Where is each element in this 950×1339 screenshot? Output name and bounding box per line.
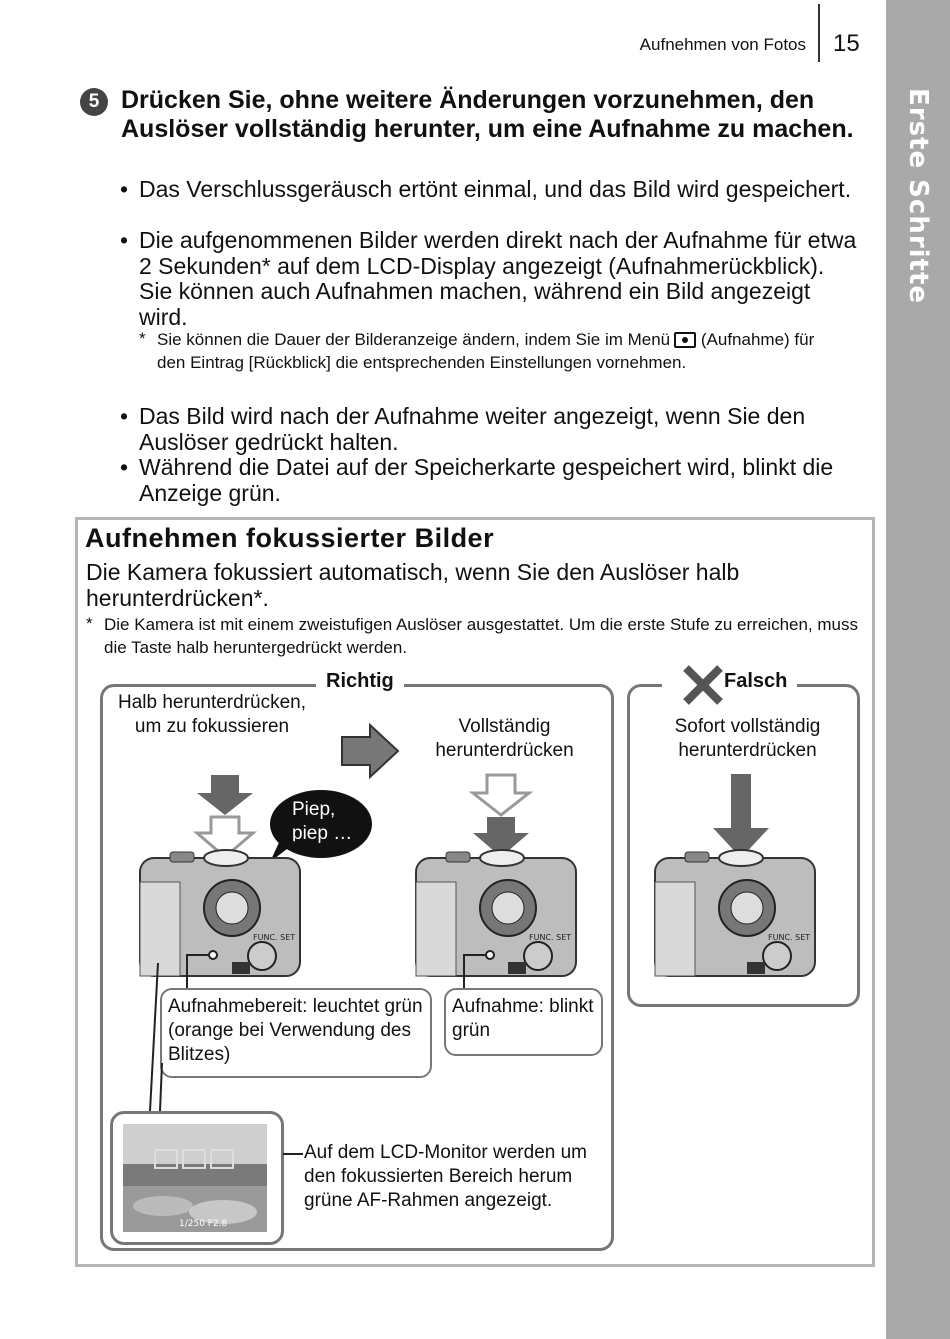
step-heading: Drücken Sie, ohne weitere Änderungen vorzunehmen, den Auslöser vollständig herunter, um eine Aufnahme zu machen. [121,86,854,143]
correct-label: Richtig [316,670,404,693]
beep-text: Piep, piep … [292,799,353,844]
camera-half-press-icon [140,852,310,976]
bullet-hold-shutter: • Das Bild wird nach der Aufnahme weiter angezeigt, wenn Sie den Auslöser gedrückt halten. [139,404,859,455]
focus-note-marker: * [86,614,93,633]
step-number-badge: 5 [80,88,108,116]
lcd-leader-lines [146,963,166,1113]
review-note-text-end: (Aufnahme) für den Eintrag [Rückblick] die entsprechenden Einstellungen vornehmen. [157,330,815,372]
review-note-text-start: Sie können die Dauer der Bilderanzeige ändern, indem Sie im Menü [157,330,671,349]
next-step-arrow-icon [340,723,400,781]
wrong-label: Falsch [662,670,797,693]
camera-func-label-2: FUNC. SET [529,933,572,942]
focus-section-lead: Die Kamera fokussiert automatisch, wenn Sie den Auslöser halb herunterdrücken*. [86,559,740,611]
bullet-review: • Die aufgenommenen Bilder werden direkt nach der Aufnahme für etwa 2 Sekunden* auf dem LCD-Display angezeigt (Aufnahmerückblick). Sie können auch Aufnahmen machen, während ein Bild angezeigt wird. [139,228,859,330]
record-menu-icon [674,332,696,348]
shooting-indicator-leader [462,950,502,992]
ready-callout: Aufnahmebereit: leuchtet grün (orange bei Verwendung des Blitzes) [160,988,432,1078]
instant-full-press-label: Sofort vollständig herunterdrücken [674,716,821,761]
lcd-caption: Auf dem LCD-Monitor werden um den fokussierten Bereich herum grüne AF-Rahmen angezeigt. [304,1142,587,1211]
section-title: Aufnehmen von Fotos [639,35,806,54]
bullet-indicator-blinks: • Während die Datei auf der Speicherkarte gespeichert wird, blinkt die Anzeige grün. [139,455,859,506]
ready-indicator-leader [185,950,225,992]
side-tab-label: Erste Schritte [903,88,933,305]
camera-instant-press-icon [655,852,825,976]
header-divider [818,4,820,62]
bullet-shutter-sound: • Das Verschlussgeräusch ertönt einmal, und das Bild wird gespeichert. [139,177,859,203]
half-press-label: Halb herunterdrücken, um zu fokussieren [118,692,306,737]
camera-func-label-1: FUNC. SET [253,933,296,942]
lcd-preview-image [123,1124,267,1232]
focus-section-title: Aufnehmen fokussierter Bilder [85,523,495,553]
camera-func-label-3: FUNC. SET [768,933,811,942]
note-marker: * [139,329,146,348]
focus-note: Die Kamera ist mit einem zweistufigen Auslöser ausgestattet. Um die erste Stufe zu erreichen, muss die Taste halb heruntergedrückt werden. [104,615,858,657]
instant-press-arrow-icon [709,772,773,862]
review-note [157,329,847,374]
page-number: 15 [833,30,860,57]
lcd-readout: 1/250 F2.8 [179,1219,228,1229]
shooting-callout: Aufnahme: blinkt grün [444,988,603,1056]
full-press-label: Vollständig herunterdrücken [435,716,574,761]
wrong-x-icon [682,664,724,706]
